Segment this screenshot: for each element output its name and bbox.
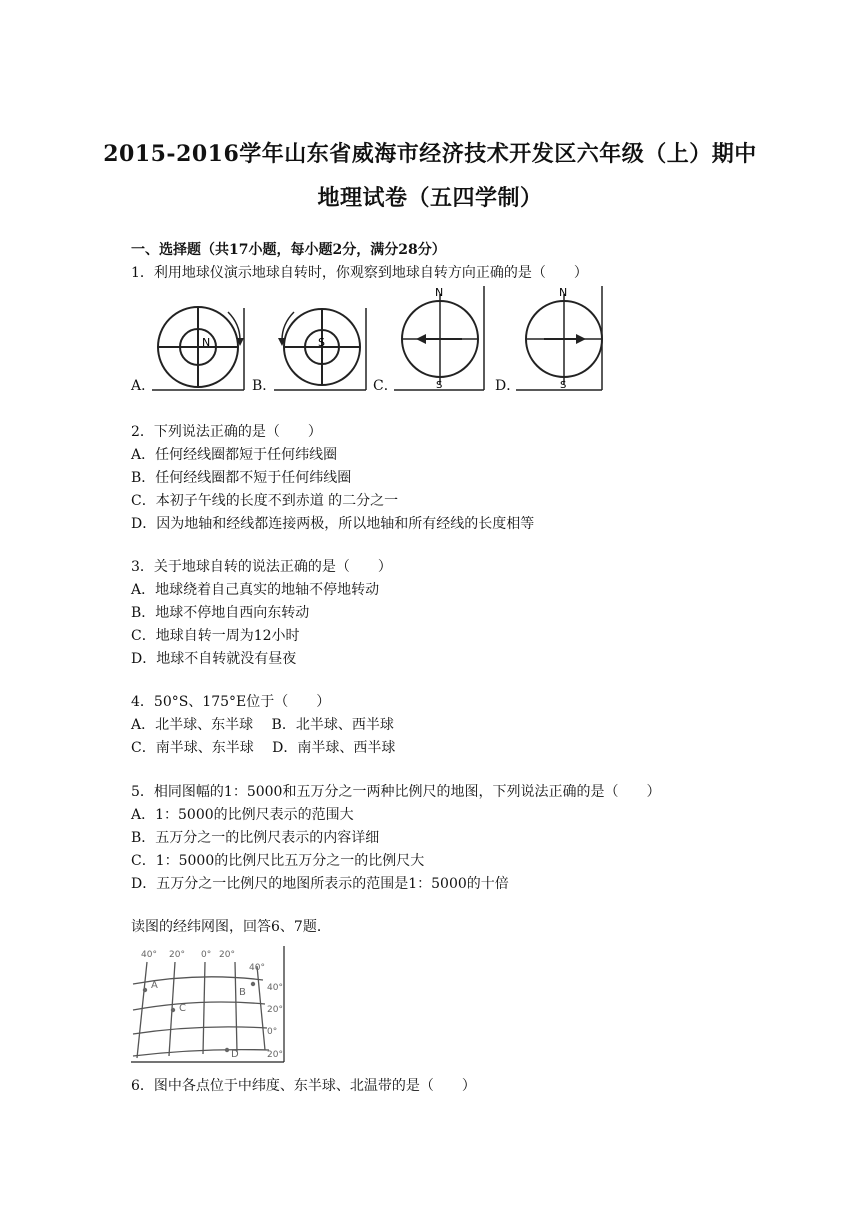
q1-option-a-label: A． xyxy=(131,378,156,394)
q4-options-row2: C．南半球、东半球 D．南半球、西半球 xyxy=(131,740,396,756)
grid-point-b: B xyxy=(239,987,246,998)
q1-globe-a-figure xyxy=(150,300,250,392)
q5-option-a: A．1：5000的比例尺表示的范围大 xyxy=(131,807,354,823)
q3-option-c: C．地球自转一周为12小时 xyxy=(131,628,300,644)
question-5-stem: 5．相同图幅的1：5000和五万分之一两种比例尺的地图，下列说法正确的是（ ） xyxy=(131,784,661,800)
exam-title-line2: 地理试卷（五四学制） xyxy=(317,185,543,211)
exam-title-line1: 2015-2016学年山东省威海市经济技术开发区六年级（上）期中 xyxy=(103,141,757,167)
question-3-stem: 3．关于地球自转的说法正确的是（ ） xyxy=(131,559,392,575)
q5-option-d: D．五万分之一比例尺的地图所表示的范围是1：5000的十倍 xyxy=(131,876,509,892)
grid-point-a: A xyxy=(151,980,158,991)
q3-option-a: A．地球绕着自己真实的地轴不停地转动 xyxy=(131,582,380,598)
q1-c-north-label: N xyxy=(435,286,444,299)
q2-option-c: C．本初子午线的长度不到赤道 的二分之一 xyxy=(131,493,399,509)
q1-option-b-label: B． xyxy=(252,378,277,394)
lat-long-grid-figure xyxy=(129,944,289,1064)
question-6-stem: 6．图中各点位于中纬度、东半球、北温带的是（ ） xyxy=(131,1078,476,1094)
q1-option-c-label: C． xyxy=(373,378,398,394)
grid-point-d: D xyxy=(231,1049,239,1060)
q2-option-d: D．因为地轴和经线都连接两极，所以地轴和所有经线的长度相等 xyxy=(131,516,535,532)
q2-option-b: B．任何经线圈都不短于任何纬线圈 xyxy=(131,470,352,486)
grid-right-label-20s: 20° xyxy=(267,1050,283,1060)
q1-option-d-label: D． xyxy=(495,378,521,394)
grid-point-c: C xyxy=(179,1003,186,1014)
q1-b-pole-label: S xyxy=(318,336,325,349)
question-1-stem: 1．利用地球仪演示地球自转时，你观察到地球自转方向正确的是（ ） xyxy=(131,265,588,281)
grid-top-label-40e: 40° xyxy=(249,963,265,973)
grid-top-label-20e: 20° xyxy=(219,950,235,960)
grid-top-label-40w: 40° xyxy=(141,950,157,960)
q1-a-pole-label: N xyxy=(202,336,211,349)
q1-globe-c-figure xyxy=(392,284,492,392)
q1-d-south-label: S xyxy=(560,380,567,391)
grid-right-label-20n: 20° xyxy=(267,1005,283,1015)
q3-option-d: D．地球不自转就没有昼夜 xyxy=(131,651,297,667)
map-reading-prompt: 读图的经纬网图，回答6、7题． xyxy=(131,919,331,935)
q4-options-row1: A．北半球、东半球 B．北半球、西半球 xyxy=(131,717,394,733)
question-4-stem: 4．50°S、175°E位于（ ） xyxy=(131,694,331,710)
section-heading: 一、选择题（共17小题，每小题2分，满分28分） xyxy=(131,242,446,258)
q3-option-b: B．地球不停地自西向东转动 xyxy=(131,605,310,621)
question-2-stem: 2．下列说法正确的是（ ） xyxy=(131,424,322,440)
grid-right-label-0: 0° xyxy=(267,1027,278,1037)
q1-d-north-label: N xyxy=(559,286,568,299)
q5-option-b: B．五万分之一的比例尺表示的内容详细 xyxy=(131,830,380,846)
q5-option-c: C．1：5000的比例尺比五万分之一的比例尺大 xyxy=(131,853,425,869)
q1-globe-b-figure xyxy=(272,300,372,392)
grid-top-label-0: 0° xyxy=(201,950,212,960)
grid-top-label-20w: 20° xyxy=(169,950,185,960)
grid-right-label-40n: 40° xyxy=(267,983,283,993)
q2-option-a: A．任何经线圈都短于任何纬线圈 xyxy=(131,447,338,463)
q1-globe-d-figure xyxy=(514,284,614,392)
q1-c-south-label: S xyxy=(436,380,443,391)
